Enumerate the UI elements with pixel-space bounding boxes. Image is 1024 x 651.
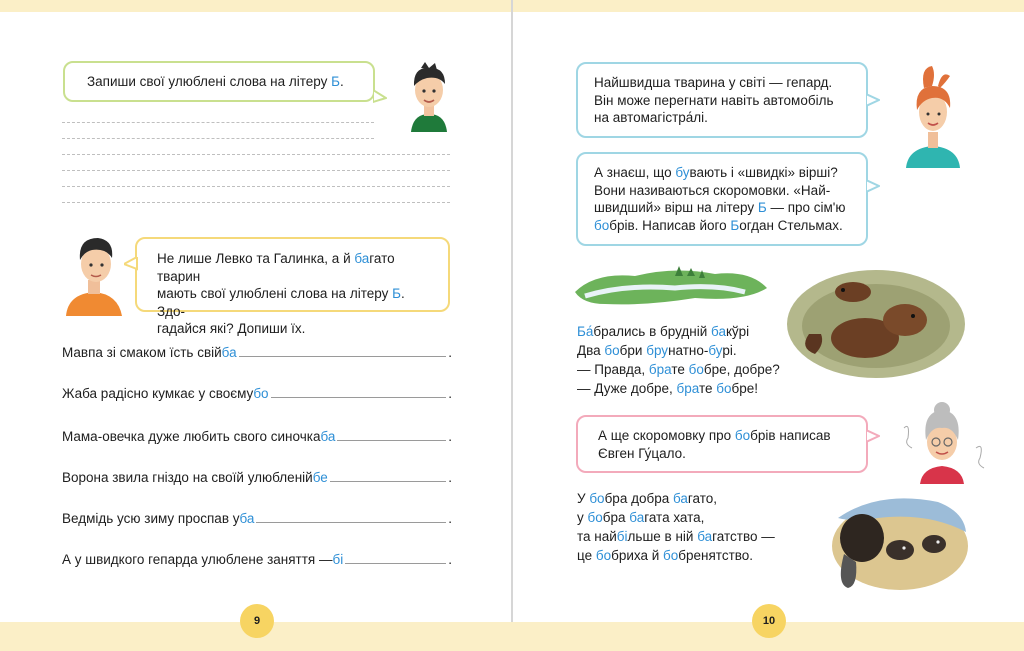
poem-text: бре? [749,362,780,377]
hutsalo-line1: А ще скоромовку про [598,428,735,443]
answer-line[interactable] [256,522,446,523]
poem-highlight: ба [697,529,713,544]
bubble-tail [373,90,387,104]
poem-line [577,341,780,360]
task-hint: бе [312,470,328,485]
poem-text: натно- [668,343,709,358]
poem-highlight: бо [595,548,612,563]
poem-line [577,546,775,565]
poem-text: бри [619,343,647,358]
poem-text: бра до [604,491,647,506]
hutsalo-bubble [576,415,868,473]
poem-highlight: бо [604,343,620,358]
poem-text: льше в ній [627,529,698,544]
tongue-letter2: Б [730,217,740,233]
poem-text: бре, [703,362,735,377]
poem-highlight: бу [708,343,723,358]
task-text: А у швидкого гепарда улюблене заняття — [62,552,333,567]
poem-line [577,322,780,341]
poem-highlight: бі [616,529,628,544]
task-row: Ведмідь усю зиму проспав у ба . [62,511,452,526]
poem-text: гатство — [712,529,775,544]
writing-line [62,202,450,203]
poem-text: У [577,491,590,506]
poem-text: те [698,381,717,396]
answer-line[interactable] [271,397,447,398]
poem-highlight: ба [629,510,645,525]
tongue-line4-end: огдан Стельмах. [739,217,843,233]
girl-avatar [902,60,964,168]
river-landscape-illustration [575,262,770,308]
poem-highlight: бо [663,548,679,563]
poem-text: — Правда, [577,362,649,377]
writing-line [62,154,450,155]
hutsalo-line2: Євген Гу́цало. [598,445,686,461]
tongue-letter: Б [757,200,767,215]
task-text: Ведмідь усю зиму проспав у [62,511,240,526]
hutsalo-hint: бо [734,428,751,443]
hutsalo-line1-end: брів написав [750,428,831,443]
grandmother-avatar [900,398,988,484]
task-text: Ворона звила гніздо на своїй улюбленій [62,470,313,485]
cheetah-fact-bubble [576,62,868,138]
task-row: Жаба радісно кумкає у своєму бо . [62,386,452,401]
poem-text: кўрі [725,324,750,339]
intro-letter: Б [331,74,340,89]
poem-text: Два [577,343,605,358]
poem-highlight: ба [711,324,726,339]
poem-line [577,360,780,379]
poem-text: ́брались в брудній [593,324,712,339]
bubble-tail [866,180,880,194]
tongue-line3-end: — про сім'ю [766,200,846,215]
poem-text: у [577,510,588,525]
task-text: Мавпа зі смаком їсть свій [62,345,222,360]
task-hint: бі [332,552,344,567]
bubble2-line2-end: . Здо- [157,286,405,319]
intro-text: Запиши свої улюблені слова на літеру [87,74,332,89]
bubble2-line3: гадайся які? Допиши їх. [157,321,306,336]
poem-line [577,379,780,398]
bubble2-line1-end: гато тварин [157,251,395,284]
answer-line[interactable] [345,563,446,564]
boy-avatar [405,60,453,132]
answer-line[interactable] [330,481,446,482]
poem-highlight: бра [648,362,672,377]
fact-line3: на автомагістра́лі. [594,110,708,125]
poem-highlight: Ба [577,324,594,339]
answer-line[interactable] [239,356,447,357]
fact-line1: Найшвидша тварина у світі — гепард. [594,75,833,90]
poem-text: бра [602,510,630,525]
task-hint: ба [239,511,255,526]
writing-line [62,186,450,187]
poem-text: та най [577,529,617,544]
poem-highlight: бо [587,510,603,525]
tongue-hint: бу [675,165,690,180]
poem-line [577,527,775,546]
bubble-tail [866,94,880,108]
task-hint: ба [320,429,336,444]
intro-bubble [63,61,375,102]
answer-line[interactable] [337,440,446,441]
writing-line [62,122,374,123]
task-row: Мавпа зі смаком їсть свій ба . [62,345,452,360]
bubble2-letter: Б [392,286,401,301]
tongue-hint2: бо [594,217,610,233]
poem-highlight: бру [646,343,669,358]
poem-highlight: бра [676,381,699,396]
intro-end: . [340,74,344,89]
poem-bobryha [577,489,775,565]
task-hint: бо [253,386,269,401]
poem-text: гато, [687,491,718,506]
poem-line [577,508,775,527]
beavers-mud-illustration [785,264,967,380]
tongue-line3: швидший» вірш на літеру [594,200,758,215]
poem-bobry [577,322,780,398]
tongue-line2: Вони називаються скоромовки. «Най- [594,182,831,198]
book-gutter [511,0,513,651]
poem-text: те [671,362,689,377]
page-number-right: 10 [752,604,786,638]
poem-text: бра [646,491,673,506]
bubble-tail [124,257,138,271]
tongue-twister-bubble [576,152,868,246]
poem-highlight: ба [672,491,688,506]
tongue-line1: А знаєш, що [594,165,676,180]
boy-orange-avatar [62,228,126,316]
page-number-left: 9 [240,604,274,638]
task-row: Мама-овечка дуже любить свого синочка ба . [62,429,452,444]
animals-bubble [135,237,450,336]
writing-line [62,170,450,171]
task-hint: ба [221,345,237,360]
task-text: Жаба радісно кумкає у своєму [62,386,254,401]
task-row: А у швидкого гепарда улюблене заняття — бі . [62,552,452,567]
fact-line2: Він може перегнати навіть автомобіль [594,92,834,108]
bubble2-line1: Не лише Левко та Галинка, а й [157,251,355,266]
poem-text: — Дуже до [577,381,647,396]
poem-text: до [734,362,750,377]
tongue-line1-end: вають і «швидкі» вірші? [689,165,838,180]
poem-text: гата хата, [644,510,705,525]
poem-line [577,489,775,508]
writing-line [62,138,374,139]
poem-text: бре, [646,381,677,396]
beaver-family-illustration [828,488,968,592]
poem-highlight: бо [716,381,732,396]
task-row: Ворона звила гніздо на своїй улюбленій бе . [62,470,452,485]
poem-text: бре! [731,381,759,396]
poem-text: це [577,548,596,563]
poem-highlight: бо [688,362,704,377]
task-text: Мама-овечка дуже любить свого синочка [62,429,321,444]
bottom-band [0,622,1024,651]
poem-highlight: бо [589,491,605,506]
poem-text: бриха й [611,548,664,563]
poem-text: рі. [722,343,737,358]
bubble2-line2: мають свої улюблені слова на літеру [157,286,393,301]
bubble-tail [866,430,880,444]
tongue-line4: брів. Написав його [609,217,731,233]
poem-text: бренятство. [678,548,754,563]
bubble2-hint: ба [354,251,370,266]
